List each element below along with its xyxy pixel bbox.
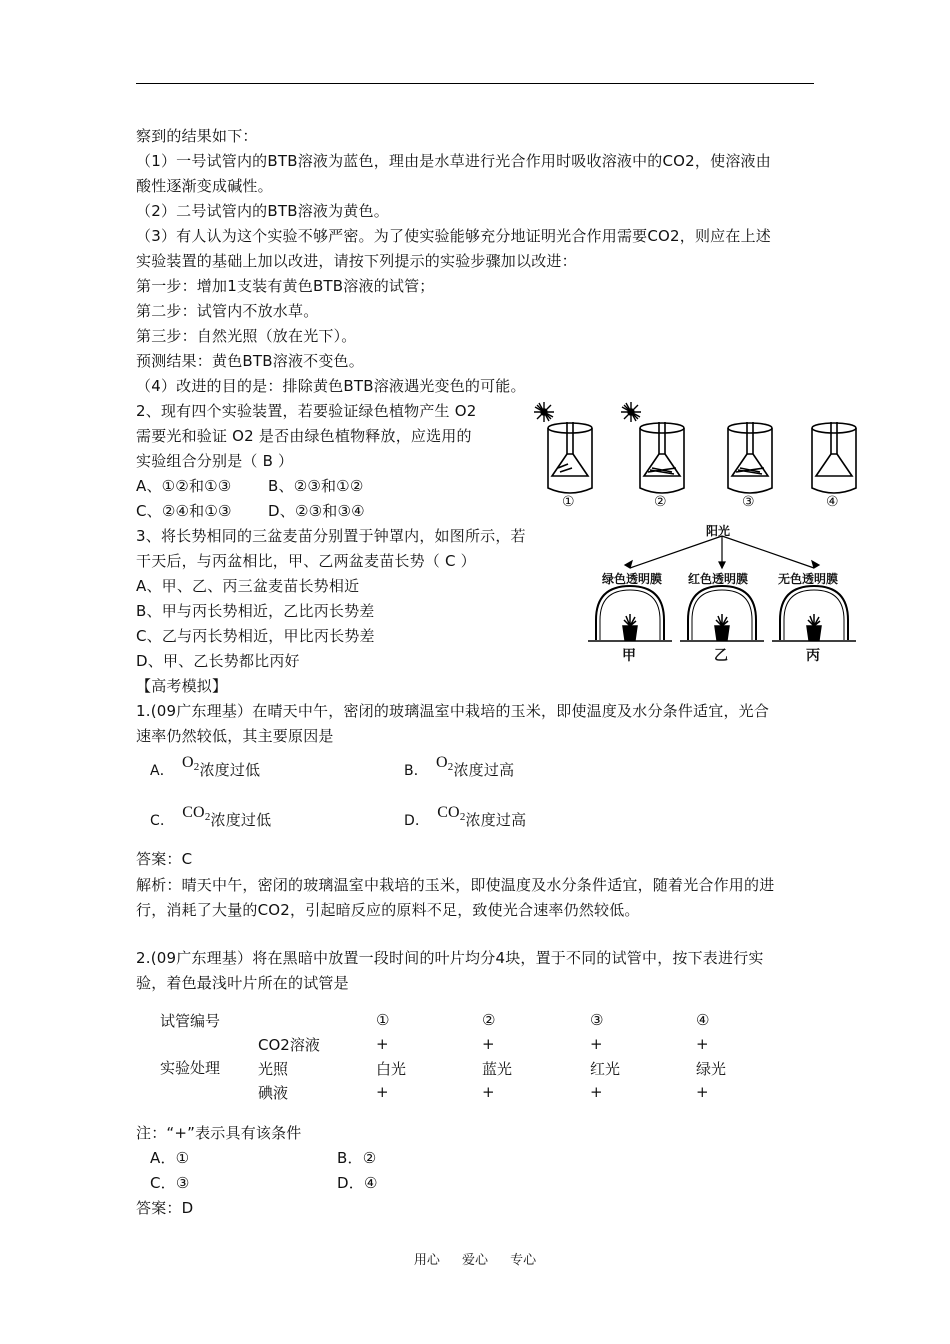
table-note: 注：“+”表示具有该条件 xyxy=(136,1124,302,1142)
apparatus-1 xyxy=(548,422,592,493)
option-a: A．① xyxy=(150,1149,190,1167)
explanation: 行，消耗了大量的CO2，引起暗反应的原料不足，致使光合速率仍然较低。 xyxy=(136,901,640,919)
table-cell: 红光 xyxy=(590,1059,621,1078)
film-label: 绿色透明膜 xyxy=(602,572,663,586)
pot-label: 甲 xyxy=(622,648,636,664)
text-line: （3）有人认为这个实验不够严密。为了使实验能够充分地证明光合作用需要CO2，则应在上述 xyxy=(136,227,771,245)
option-d: D、②③和③④ xyxy=(268,502,365,520)
page-footer: 用心 爱心 专心 xyxy=(413,1253,537,1268)
question-text: 实验组合分别是（ B ） xyxy=(136,452,294,470)
table-row xyxy=(160,1032,756,1056)
table-col-header: ③ xyxy=(590,1011,604,1029)
table-header-row xyxy=(160,1008,756,1032)
experiment-table xyxy=(160,1008,756,1104)
explanation: 解析：晴天中午，密闭的玻璃温室中栽培的玉米，即使温度及水分条件适宜，随着光合作用的进 xyxy=(136,876,775,894)
header-rule xyxy=(136,83,814,84)
wheat-pot xyxy=(715,614,729,640)
film-label: 红色透明膜 xyxy=(688,572,749,586)
table-row-label: CO2溶液 xyxy=(258,1035,320,1054)
option-b: B、甲与丙长势相近，乙比丙长势差 xyxy=(136,602,375,620)
option-c: C．③ xyxy=(150,1174,190,1192)
question-text: 干天后，与丙盆相比，甲、乙两盆麦苗长势（ C ） xyxy=(136,552,476,570)
option-b: B、②③和①② xyxy=(268,477,364,495)
table-col-header: ② xyxy=(482,1011,496,1029)
option-c: C． $CO_2$浓度过低 xyxy=(150,804,272,829)
option-a: A． $O_2$浓度过低 xyxy=(150,754,261,779)
answer: 答案：D xyxy=(136,1199,194,1217)
text-line: （4）改进的目的是：排除黄色BTB溶液遇光变色的可能。 xyxy=(136,377,526,395)
figure-label: ③ xyxy=(742,494,755,510)
table-row-label: 碘液 xyxy=(258,1083,289,1102)
option-c: C、②④和①③ xyxy=(136,502,232,520)
option-d: D． $CO_2$浓度过高 xyxy=(404,804,527,829)
table-cell: + xyxy=(482,1035,495,1053)
question-text: 验，着色最浅叶片所在的试管是 xyxy=(136,974,349,992)
option-a: A、①②和①③ xyxy=(136,477,232,495)
sun-icon xyxy=(534,402,554,422)
text-line: （2）二号试管内的BTB溶液为黄色。 xyxy=(136,202,389,220)
text-line: 察到的结果如下： xyxy=(136,127,258,145)
wheat-pot xyxy=(623,614,637,640)
table-row-label: 光照 xyxy=(258,1059,289,1078)
text-line: 预测结果：黄色BTB溶液不变色。 xyxy=(136,352,364,370)
table-cell: 白光 xyxy=(376,1059,407,1078)
text-line: （1）一号试管内的BTB溶液为蓝色，理由是水草进行光合作用时吸收溶液中的CO2，使溶液由 xyxy=(136,152,771,170)
question-text: 速率仍然较低，其主要原因是 xyxy=(136,727,334,745)
option-a: A、甲、乙、丙三盆麦苗长势相近 xyxy=(136,577,360,595)
apparatus-4 xyxy=(812,422,856,493)
table-cell: + xyxy=(696,1083,709,1101)
table-cell: + xyxy=(590,1035,603,1053)
table-header: 试管编号 xyxy=(160,1011,221,1030)
question-text: 2、现有四个实验装置，若要验证绿色植物产生 O2 xyxy=(136,402,477,420)
table-cell: + xyxy=(376,1083,389,1101)
table-cell: + xyxy=(696,1035,709,1053)
apparatus-figure xyxy=(530,398,870,516)
apparatus-3 xyxy=(728,422,772,493)
text-line: 第一步：增加1支装有黄色BTB溶液的试管； xyxy=(136,277,435,295)
question-text: 1.(09广东理基）在晴天中午，密闭的玻璃温室中栽培的玉米，即使温度及水分条件适宜，光合 xyxy=(136,702,770,720)
pot-label: 丙 xyxy=(806,648,820,664)
text-line: 第二步：试管内不放水草。 xyxy=(136,302,319,320)
bell-jar-figure xyxy=(586,520,858,665)
text-line: 实验装置的基础上加以改进，请按下列提示的实验步骤加以改进： xyxy=(136,252,577,270)
option-b: B． $O_2$浓度过高 xyxy=(404,754,515,779)
film-label: 无色透明膜 xyxy=(778,572,839,586)
apparatus-2 xyxy=(640,422,684,493)
table-cell: + xyxy=(482,1083,495,1101)
figure-label: ② xyxy=(654,494,667,510)
option-d: D、甲、乙长势都比丙好 xyxy=(136,652,300,670)
question-text: 需要光和验证 O2 是否由绿色植物释放，应选用的 xyxy=(136,427,472,445)
sunlight-label: 阳光 xyxy=(706,524,731,538)
section-heading: 【高考模拟】 xyxy=(136,677,228,695)
option-b: B．② xyxy=(337,1149,377,1167)
table-col-header: ① xyxy=(376,1011,390,1029)
question-text: 3、将长势相同的三盆麦苗分别置于钟罩内，如图所示，若 xyxy=(136,527,526,545)
table-col-header: ④ xyxy=(696,1011,710,1029)
figure-label: ④ xyxy=(826,494,839,510)
table-group-label: 实验处理 xyxy=(160,1058,221,1077)
table-cell: 蓝光 xyxy=(482,1059,513,1078)
option-d: D．④ xyxy=(337,1174,378,1192)
figure-label: ① xyxy=(562,494,575,510)
table-cell: + xyxy=(590,1083,603,1101)
question-text: 2.(09广东理基）将在黑暗中放置一段时间的叶片均分4块，置于不同的试管中，按下表进行实 xyxy=(136,949,764,967)
sun-icon xyxy=(621,402,641,422)
table-cell: + xyxy=(376,1035,389,1053)
table-cell: 绿光 xyxy=(696,1059,727,1078)
option-c: C、乙与丙长势相近，甲比丙长势差 xyxy=(136,627,375,645)
text-line: 酸性逐渐变成碱性。 xyxy=(136,177,273,195)
wheat-pot xyxy=(807,614,821,640)
text-line: 第三步：自然光照（放在光下）。 xyxy=(136,327,357,345)
answer: 答案：C xyxy=(136,850,193,868)
pot-label: 乙 xyxy=(714,648,728,664)
